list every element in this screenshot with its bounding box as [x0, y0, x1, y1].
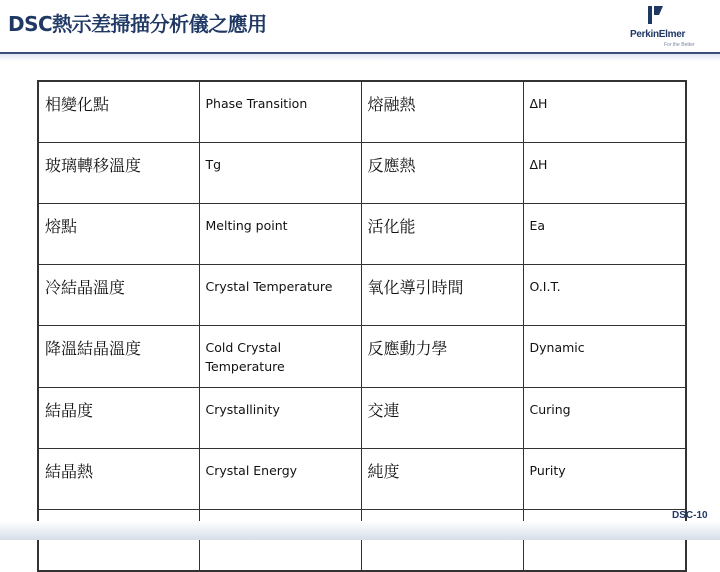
header-rule-shadow — [0, 54, 720, 61]
table-cell-term-zh: 反應動力學 — [361, 326, 523, 388]
table-cell-term-en: O.I.T. — [523, 265, 686, 326]
table-cell-term-en — [199, 510, 361, 572]
table-cell-term-zh: 冷結晶溫度 — [38, 265, 199, 326]
table-row — [38, 388, 686, 449]
table-cell-term-zh: 熔融熱 — [361, 81, 523, 143]
table-cell-term-zh: 交連 — [361, 388, 523, 449]
table-cell-term-en: Crystal Energy — [199, 449, 361, 510]
table-cell-term-zh: 活化能 — [361, 204, 523, 265]
table-cell-term-en: Dynamic — [523, 326, 686, 388]
table-cell-term-en: Crystal Temperature — [199, 265, 361, 326]
footer-bar — [0, 521, 720, 540]
table-cell-term-zh: 結晶度 — [38, 388, 199, 449]
table-cell-term-en: Purity — [523, 449, 686, 510]
table-cell-term-zh: 結晶熱 — [38, 449, 199, 510]
table-row — [38, 204, 686, 265]
table-cell-term-en: Phase Transition — [199, 81, 361, 143]
table-cell-term-en: Crystallinity — [199, 388, 361, 449]
table-row — [38, 326, 686, 388]
table-cell-term-zh — [361, 510, 523, 572]
dsc-applications-table — [37, 80, 687, 572]
table-cell-term-en: ΔH — [523, 81, 686, 143]
table-cell-term-en: Ea — [523, 204, 686, 265]
page-number: DSC-10 — [672, 510, 708, 521]
table-cell-term-zh: 降溫結晶溫度 — [38, 326, 199, 388]
table-cell-term-zh: 相變化點 — [38, 81, 199, 143]
table-cell-term-en: ΔH — [523, 143, 686, 204]
table-cell-term-en: Tg — [199, 143, 361, 204]
table-cell-term-zh: 純度 — [361, 449, 523, 510]
table-row — [38, 510, 686, 572]
table-row — [38, 143, 686, 204]
table-cell-term-zh: 玻璃轉移溫度 — [38, 143, 199, 204]
logo-tagline: For the Better — [664, 42, 695, 48]
table-cell-term-zh: 熔點 — [38, 204, 199, 265]
table-cell-term-zh: 氧化導引時間 — [361, 265, 523, 326]
table-cell-term-en: Melting point — [199, 204, 361, 265]
perkinelmer-logo — [628, 4, 714, 50]
table-cell-term-zh: 反應熱 — [361, 143, 523, 204]
perkinelmer-logo-mark-icon — [646, 4, 666, 26]
table-row — [38, 265, 686, 326]
slide-title: DSC熱示差掃描分析儀之應用 — [8, 12, 267, 36]
table-row — [38, 449, 686, 510]
logo-brand-text: PerkinElmer — [630, 29, 686, 40]
table-cell-term-en: Cold Crystal Temperature — [199, 326, 361, 388]
table-cell-term-en — [523, 510, 686, 572]
table-cell-term-en: Curing — [523, 388, 686, 449]
table-cell-term-zh — [38, 510, 199, 572]
table-row — [38, 81, 686, 143]
